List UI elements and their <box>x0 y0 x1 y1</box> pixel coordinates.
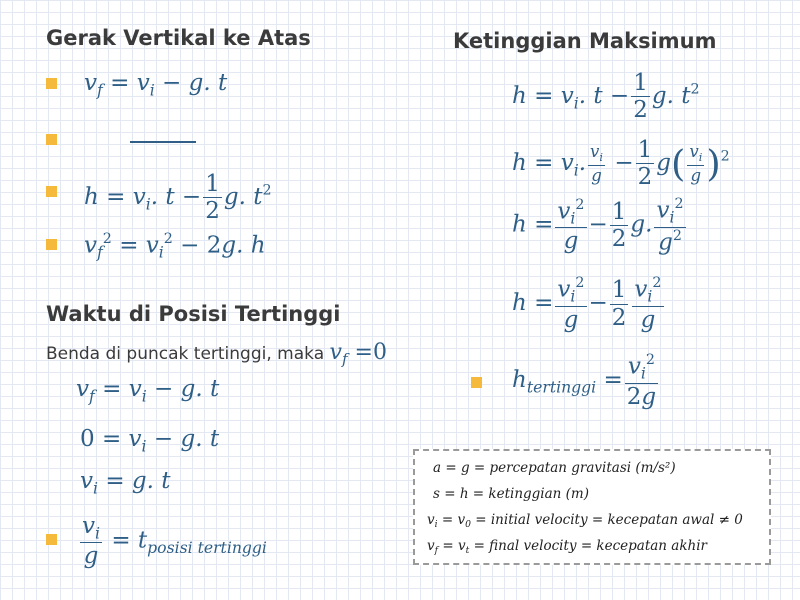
formula-t-posisi-tertinggi: $\frac{v_i}{g}$ = $t_{posisi tertinggi}$ <box>82 513 267 570</box>
formula-vf2-equals-vi2-minus-2gh: $v_f^2 = v_i^2 - 2g$. h <box>84 231 266 262</box>
legend-line-gravity: a = g = percepatan gravitasi (m/s²) <box>433 460 676 476</box>
formula-h-max-step2: $h = v_i$. $\frac{v_i}{g}$ − $\frac{1}{2}$ g( $\frac{v_i}{g}$ )$^2$ <box>512 137 730 191</box>
bullet-icon <box>46 534 57 545</box>
bullet-icon <box>46 239 57 250</box>
formula-vf-equals-vi-minus-gt-2: $v_f = v_i - g$. t <box>76 376 220 406</box>
ketinggian-maksimum-heading: Ketinggian Maksimum <box>453 29 717 53</box>
formula-vf-equals-vi-minus-gt: $v_f = v_i - g$. t <box>84 70 228 100</box>
formula-h-tertinggi: $h_{tertinggi}$ = $\frac{v_i^2}{2g}$ <box>512 352 657 410</box>
formula-vi-equals-gt: $v_i = g$. t <box>80 468 171 498</box>
formula-h-equals-vit-minus-half-gt2: $h = v_i$. t − $\frac{1}{2}$ g. $t^2$ <box>84 171 272 225</box>
formula-h-max-step3: h = $\frac{v_i^2}{g}$ − $\frac{1}{2}$ g. $\frac{v_i^2}{g^2}$ <box>512 196 684 255</box>
legend-line-initial-velocity: $v_i = v_0$ = initial velocity = kecepatan awal ≠ 0 <box>427 512 743 531</box>
statement-text: Benda di puncak tertinggi, maka $v_f =0$ <box>46 340 387 369</box>
formula-zero-equals-vi-minus-gt: $0 = v_i - g$. t <box>80 426 220 456</box>
blank-formula-line <box>130 141 196 143</box>
bullet-icon <box>471 377 482 388</box>
formula-h-max-step4: h = $\frac{v_i^2}{g}$ − $\frac{1}{2}$ $\frac{v_i^2}{g}$ <box>512 275 662 333</box>
legend-line-height: s = h = ketinggian (m) <box>433 486 589 502</box>
legend-line-final-velocity: $v_f = v_t$ = final velocity = kecepatan akhir <box>427 538 707 557</box>
bullet-icon <box>46 134 57 145</box>
legend-box <box>413 449 771 565</box>
bullet-icon <box>46 78 57 89</box>
formula-h-max-step1: $h = v_i$. t − $\frac{1}{2}$ g. $t^2$ <box>512 70 700 124</box>
gerak-vertikal-heading: Gerak Vertikal ke Atas <box>46 26 311 50</box>
waktu-posisi-heading: Waktu di Posisi Tertinggi <box>46 302 341 326</box>
bullet-icon <box>46 186 57 197</box>
